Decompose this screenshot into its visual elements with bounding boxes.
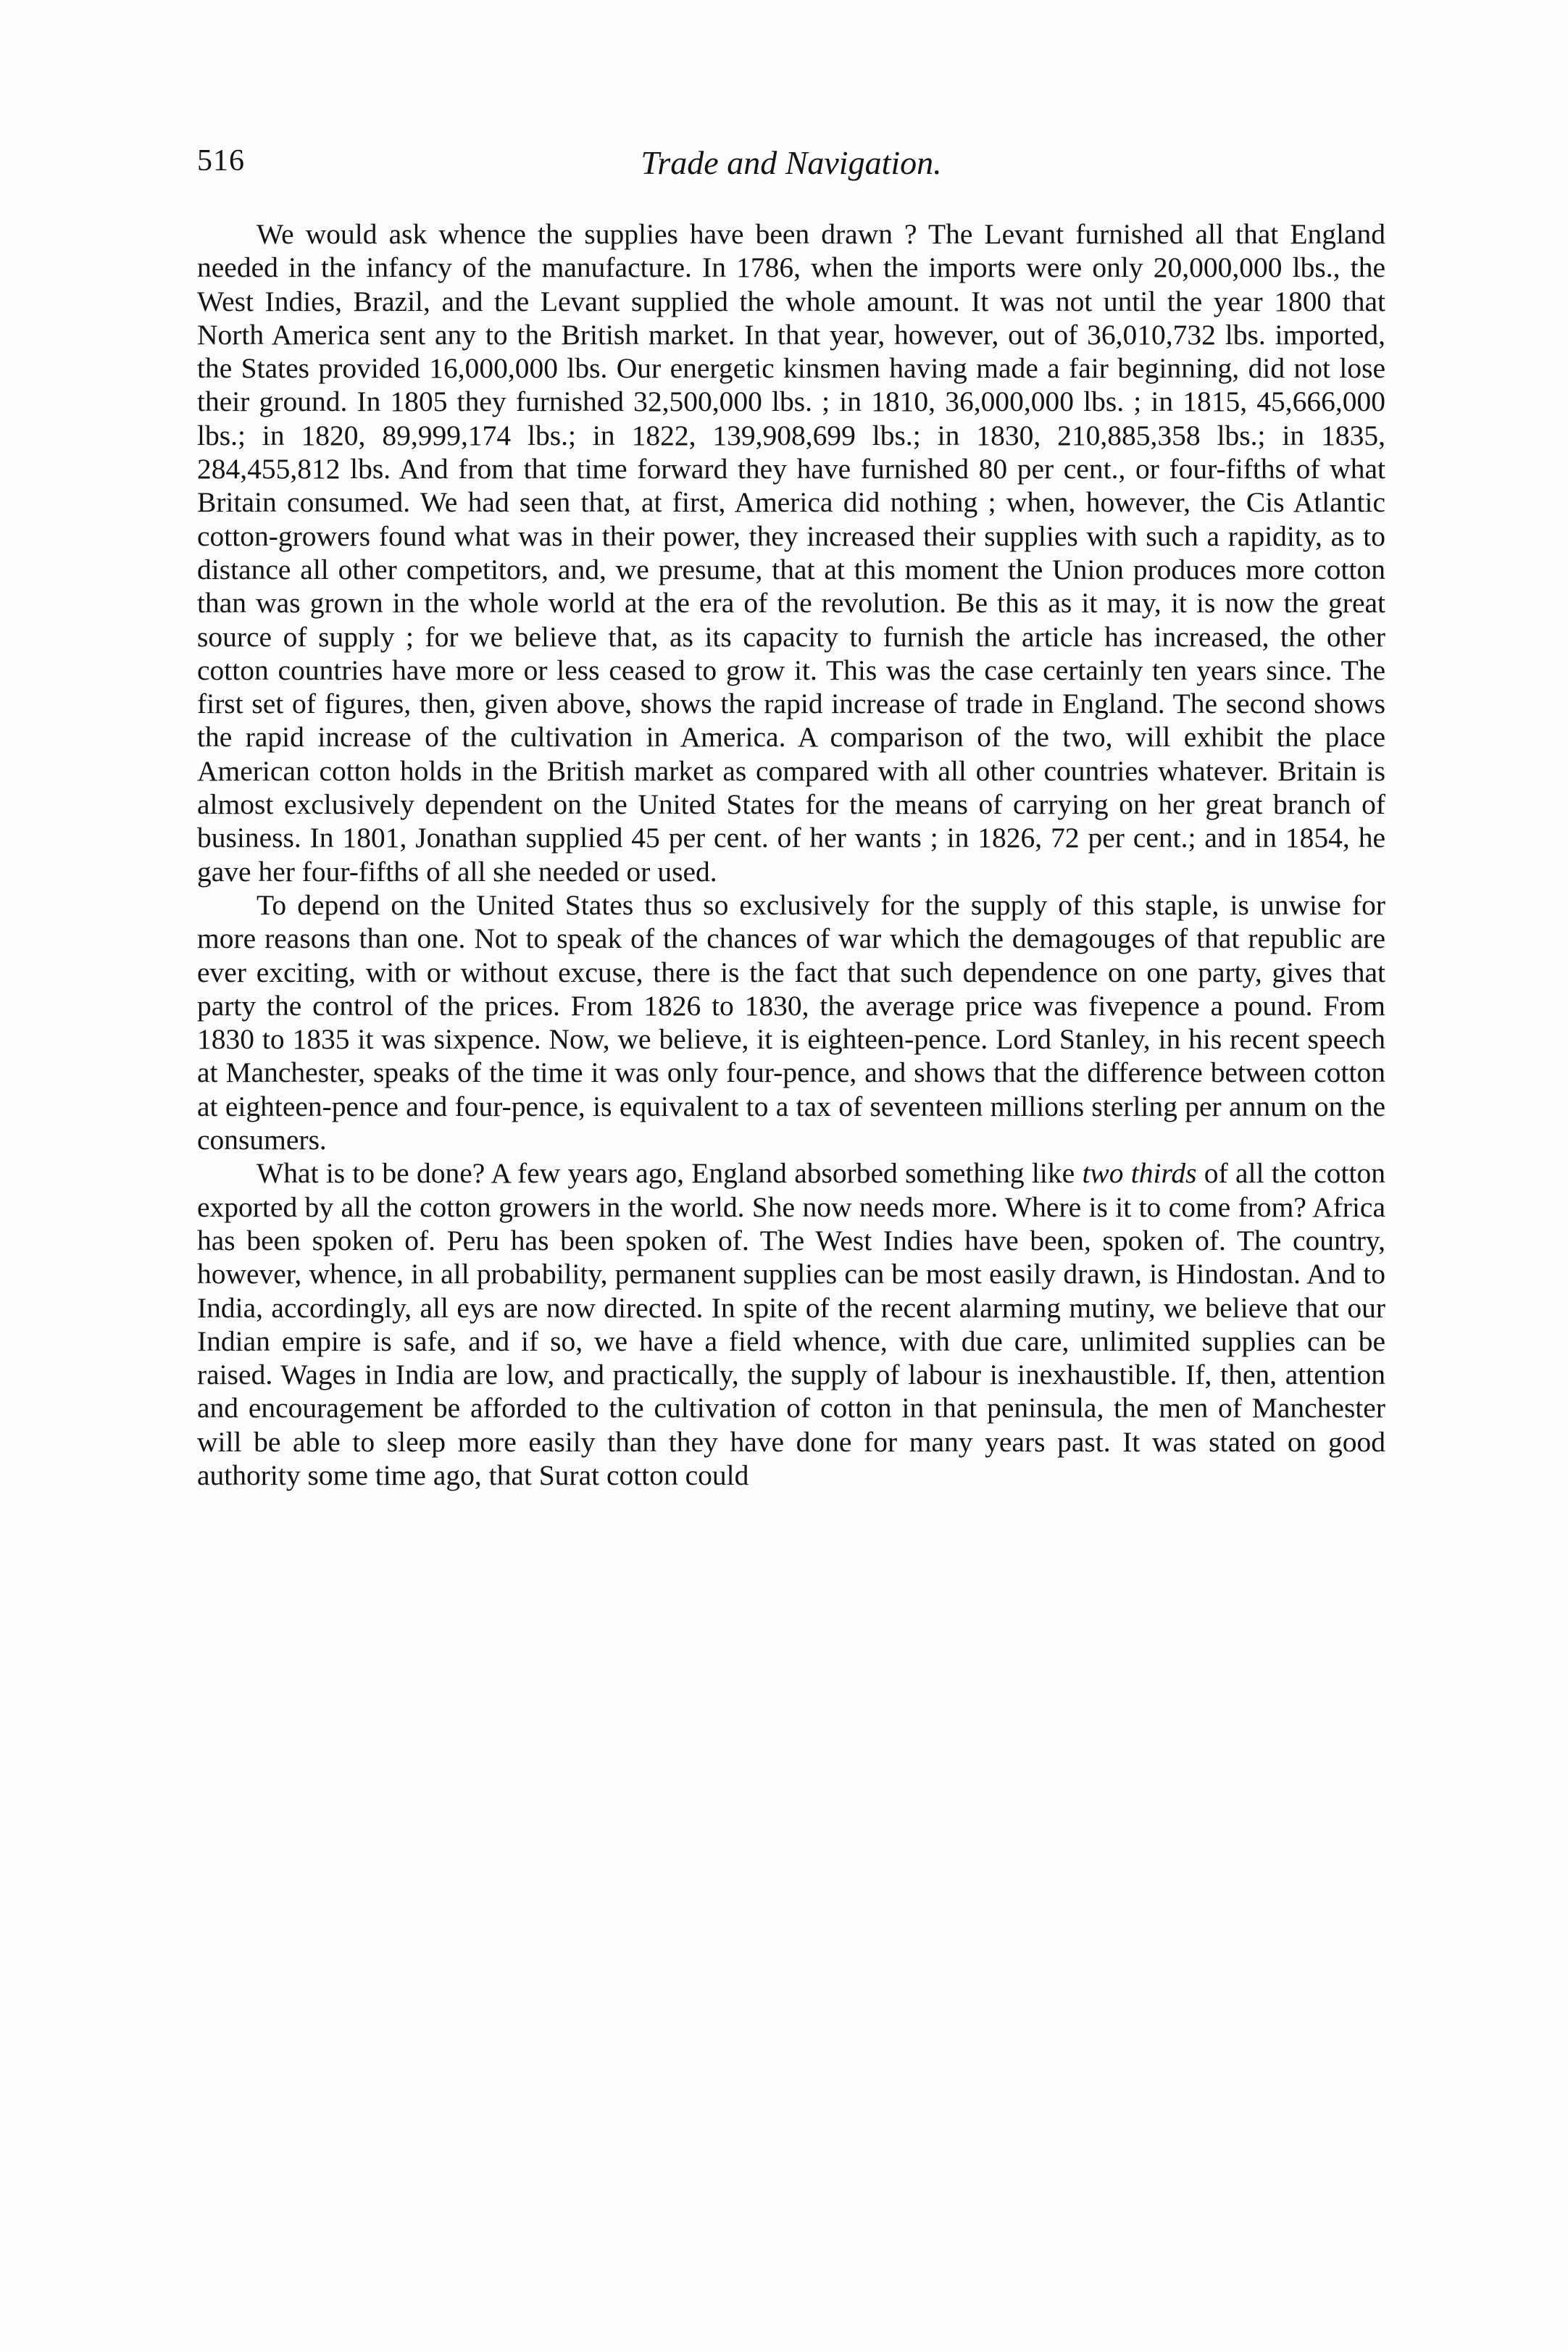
running-header	[197, 143, 1385, 194]
paragraph-3-text-before: What is to be done? A few years ago, England absorbed something like	[257, 1157, 1083, 1190]
paragraph-2: To depend on the United States thus so exclusively for the supply of this staple, is unwise for more reasons than one. Not to speak of the chances of war which the demagouges of that republic are ever exciting, with or without excuse, there is the fact that such dependence on one party, gives that party the control of the prices. From 1826 to 1830, the average price was fivepence a pound. From 1830 to 1835 it was sixpence. Now, we believe, it is eighteen-pence. Lord Stanley, in his recent speech at Manchester, speaks of the time it was only four-pence, and shows that the difference between cotton at eighteen-pence and four-pence, is equivalent to a tax of seventeen millions sterling per annum on the consumers.	[197, 888, 1385, 1156]
paragraph-3	[197, 1156, 1385, 1492]
page-number: 516	[197, 144, 245, 178]
paragraph-3-italic-text: two thirds	[1082, 1157, 1197, 1190]
running-title: Trade and Navigation.	[641, 144, 942, 181]
paragraph-1: We would ask whence the supplies have been drawn ? The Levant furnished all that England needed in the infancy of the manufacture. In 1786, when the imports were only 20,000,000 lbs., the West Indies, Brazil, and the Levant supplied the whole amount. It was not until the year 1800 that North America sent any to the British market. In that year, however, out of 36,010,732 lbs. imported, the States provided 16,000,000 lbs. Our energetic kinsmen having made a fair beginning, did not lose their ground. In 1805 they furnished 32,500,000 lbs. ; in 1810, 36,000,000 lbs. ; in 1815, 45,666,000 lbs.; in 1820, 89,999,174 lbs.; in 1822, 139,908,699 lbs.; in 1830, 210,885,358 lbs.; in 1835, 284,455,812 lbs. And from that time forward they have furnished 80 per cent., or four-fifths of what Britain consumed. We had seen that, at first, America did nothing ; when, however, the Cis Atlantic cotton-growers found what was in their power, they increased their supplies with such a rapidity, as to distance all other competitors, and, we presume, that at this moment the Union produces more cotton than was grown in the whole world at the era of the revolution. Be this as it may, it is now the great source of supply ; for we believe that, as its capacity to furnish the article has increased, the other cotton countries have more or less ceased to grow it. This was the case certainly ten years since. The first set of figures, then, given above, shows the rapid increase of trade in England. The second shows the rapid increase of the cultivation in America. A comparison of the two, will exhibit the place American cotton holds in the British market as compared with all other countries whatever. Britain is almost exclusively dependent on the United States for the means of carrying on her great branch of business. In 1801, Jonathan supplied 45 per cent. of her wants ; in 1826, 72 per cent.; and in 1854, he gave her four-fifths of all she needed or used.	[197, 218, 1385, 888]
paragraph-3-text-after: of all the cotton exported by all the cotton growers in the world. She now needs more. Where is it to come from? Africa has been spoken of. Peru has been spoken of. The West Indies have been, spoken of. The country, however, whence, in all probability, permanent supplies can be most easily drawn, is Hindostan. And to India, accordingly, all eys are now directed. In spite of the recent alarming mutiny, we believe that our Indian empire is safe, and if so, we have a field whence, with due care, unlimited supplies can be raised. Wages in India are low, and practically, the supply of labour is inexhaustible. If, then, attention and encouragement be afforded to the cultivation of cotton in that peninsula, the men of Manchester will be able to sleep more easily than they have done for many years past. It was stated on good authority some time ago, that Surat cotton could	[197, 1157, 1385, 1491]
body-text	[197, 217, 1385, 1492]
